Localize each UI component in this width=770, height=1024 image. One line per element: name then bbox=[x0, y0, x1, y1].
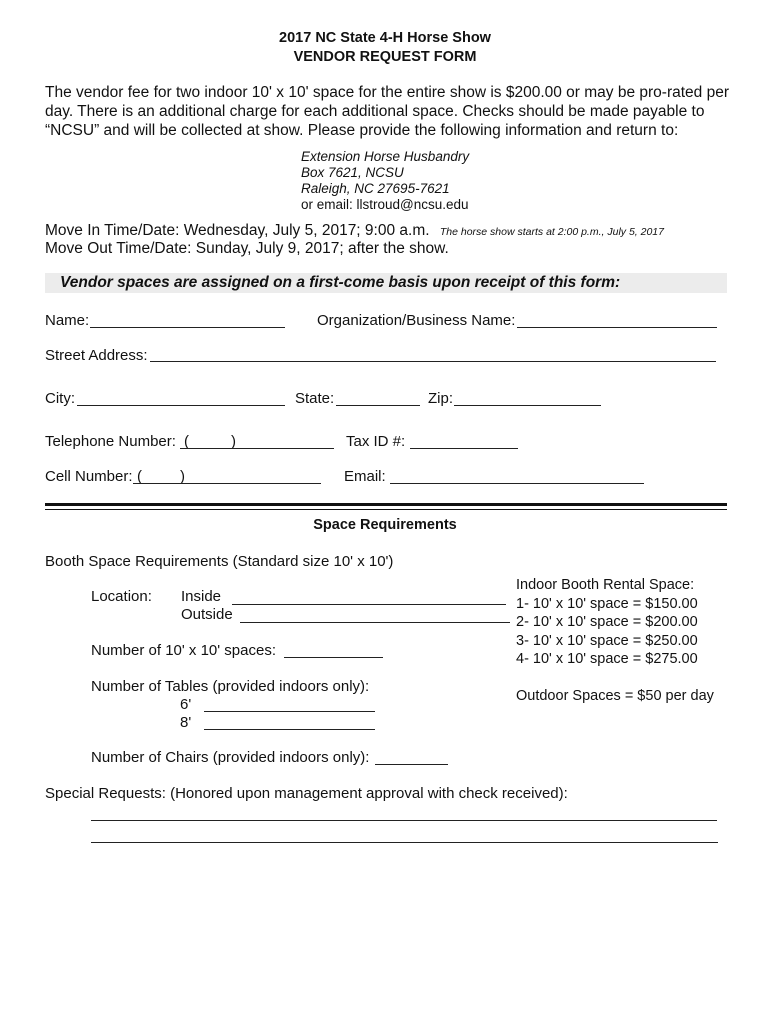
six-foot-tables-field[interactable] bbox=[204, 711, 375, 712]
street-field[interactable] bbox=[150, 361, 716, 362]
telephone-paren-open: ( bbox=[184, 433, 189, 450]
price-item: 3- 10' x 10' space = $250.00 bbox=[516, 632, 698, 649]
outdoor-pricing: Outdoor Spaces = $50 per day bbox=[516, 688, 714, 704]
state-field[interactable] bbox=[336, 405, 420, 406]
tax-id-field[interactable] bbox=[410, 448, 518, 449]
inside-field[interactable] bbox=[232, 604, 506, 605]
notice-banner-text: Vendor spaces are assigned on a first-come basis upon receipt of this form: bbox=[60, 274, 621, 291]
form-title: 2017 NC State 4-H Horse Show bbox=[279, 30, 491, 46]
email-label: Email: bbox=[344, 468, 386, 485]
eight-foot-tables-field[interactable] bbox=[204, 729, 375, 730]
chairs-label: Number of Chairs (provided indoors only): bbox=[91, 749, 370, 766]
telephone-paren-close: ) bbox=[231, 433, 236, 450]
cell-label: Cell Number: bbox=[45, 468, 133, 485]
address-email: or email: llstroud@ncsu.edu bbox=[301, 197, 469, 212]
move-out-text: Move Out Time/Date: Sunday, July 9, 2017; after the show. bbox=[45, 240, 449, 257]
cell-paren-open: ( bbox=[137, 468, 142, 485]
special-requests-line-2[interactable] bbox=[91, 842, 718, 843]
section-divider-thick bbox=[45, 503, 727, 506]
mailing-address bbox=[301, 149, 469, 213]
intro-paragraph bbox=[45, 83, 735, 140]
special-requests-line-1[interactable] bbox=[91, 820, 717, 821]
move-in-text: Move In Time/Date: Wednesday, July 5, 2017; 9:00 a.m. bbox=[45, 222, 430, 239]
eight-foot-label: 8' bbox=[180, 714, 192, 731]
form-subtitle: VENDOR REQUEST FORM bbox=[293, 49, 477, 65]
tax-id-label: Tax ID #: bbox=[346, 433, 406, 450]
num-spaces-field[interactable] bbox=[284, 657, 383, 658]
price-item: 1- 10' x 10' space = $150.00 bbox=[516, 595, 698, 612]
city-field[interactable] bbox=[77, 405, 285, 406]
email-field[interactable] bbox=[390, 483, 644, 484]
street-label: Street Address: bbox=[45, 347, 148, 364]
telephone-label: Telephone Number: bbox=[45, 433, 176, 450]
space-requirements-heading: Space Requirements bbox=[313, 517, 457, 533]
section-divider-thin bbox=[45, 509, 727, 510]
chairs-field[interactable] bbox=[375, 764, 448, 765]
price-item: 2- 10' x 10' space = $200.00 bbox=[516, 614, 698, 630]
num-spaces-label: Number of 10' x 10' spaces: bbox=[91, 642, 276, 659]
outside-field[interactable] bbox=[240, 622, 510, 623]
pricing-heading: Indoor Booth Rental Space: bbox=[516, 577, 695, 593]
six-foot-label: 6' bbox=[180, 696, 192, 713]
intro-line-1: The vendor fee for two indoor 10' x 10' space for the entire show is $200.00 or may be pro-rated per bbox=[45, 84, 729, 101]
special-requests-label: Special Requests: (Honored upon management approval with check received): bbox=[45, 785, 568, 802]
booth-space-text: Booth Space Requirements (Standard size 10' x 10') bbox=[45, 553, 394, 570]
address-line-3: Raleigh, NC 27695-7621 bbox=[301, 181, 450, 196]
organization-field[interactable] bbox=[517, 327, 717, 328]
inside-label: Inside bbox=[181, 588, 222, 605]
intro-line-3: “NCSU” and will be collected at show. Please provide the following information and return to: bbox=[45, 122, 679, 139]
price-item: 4- 10' x 10' space = $275.00 bbox=[516, 651, 698, 667]
telephone-field[interactable] bbox=[180, 448, 334, 449]
move-in-row bbox=[45, 222, 664, 240]
address-line-1: Extension Horse Husbandry bbox=[301, 149, 470, 164]
city-label: City: bbox=[45, 390, 75, 407]
name-label: Name: bbox=[45, 312, 90, 329]
cell-paren-close: ) bbox=[180, 468, 185, 485]
show-start-note: The horse show starts at 2:00 p.m., July 5, 2017 bbox=[439, 226, 664, 238]
location-label: Location: bbox=[91, 588, 152, 605]
intro-line-2: day. There is an additional charge for each additional space. Checks should be made payable to bbox=[45, 103, 705, 120]
zip-field[interactable] bbox=[454, 405, 601, 406]
tables-label: Number of Tables (provided indoors only): bbox=[91, 678, 370, 695]
organization-label: Organization/Business Name: bbox=[317, 312, 516, 329]
zip-label: Zip: bbox=[428, 390, 454, 407]
state-label: State: bbox=[295, 390, 335, 407]
cell-field[interactable] bbox=[133, 483, 321, 484]
address-line-2: Box 7621, NCSU bbox=[301, 165, 404, 180]
outside-label: Outside bbox=[181, 606, 233, 623]
name-field[interactable] bbox=[90, 327, 285, 328]
pricing-block bbox=[516, 576, 698, 669]
